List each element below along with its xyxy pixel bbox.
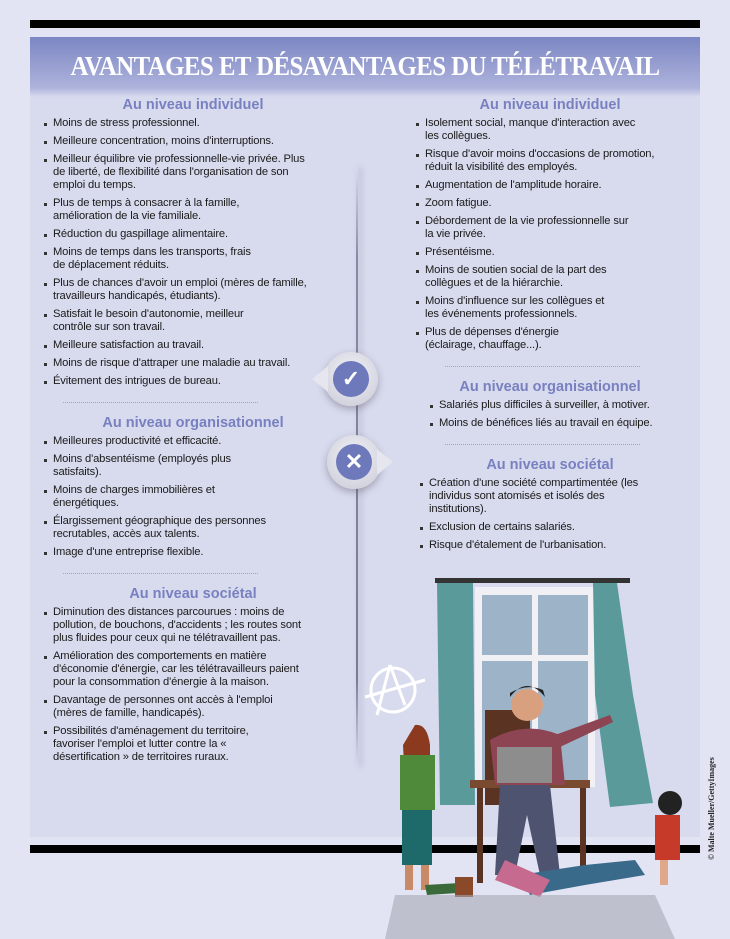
dotted-divider (445, 366, 640, 367)
telework-illustration (355, 575, 700, 939)
list-item: Moins de stress professionnel. (43, 117, 343, 130)
advantages-column (43, 95, 343, 769)
section-title: Au niveau organisationnel (102, 415, 284, 431)
header (30, 37, 700, 97)
photo-credit: © Malte Mueller/GettyImages (707, 757, 716, 860)
section-title: Au niveau sociétal (129, 586, 257, 602)
list-item: Meilleure concentration, moins d'interruptions. (43, 135, 343, 148)
advantages-badge (324, 352, 378, 406)
list-item: Création d'une société compartimentée (les individus sont atomisés et isolés des institutions). (419, 477, 644, 516)
list-item: Moins de risque d'attraper une maladie au travail. (43, 357, 343, 370)
cross-icon: ✕ (336, 444, 372, 480)
list-item: Possibilités d'aménagement du territoire, favoriser l'emploi et lutter contre la « désertification » de territoires ruraux. (43, 725, 288, 764)
list-item: Évitement des intrigues de bureau. (43, 375, 343, 388)
list-item: Élargissement géographique des personnes recrutables, accès aux talents. (43, 515, 313, 541)
list-item: Réduction du gaspillage alimentaire. (43, 228, 343, 241)
list-item: Augmentation de l'amplitude horaire. (415, 179, 685, 192)
section-title: Au niveau individuel (122, 97, 264, 113)
advantages-societal-list (43, 606, 343, 764)
disadvantages-organizational-list (415, 399, 685, 430)
disadvantages-column (415, 95, 685, 557)
list-item: Moins de temps dans les transports, frais de déplacement réduits. (43, 246, 263, 272)
section-title: Au niveau sociétal (486, 457, 614, 473)
list-item: Moins d'influence sur les collègues et les événements professionnels. (415, 295, 620, 321)
list-item: Amélioration des comportements en matière d'économie d'énergie, car les télétravailleurs paient pour la consommation d'énergie à la maison. (43, 650, 303, 689)
list-item: Risque d'étalement de l'urbanisation. (419, 539, 685, 552)
list-item: Plus de dépenses d'énergie (éclairage, chauffage...). (415, 326, 575, 352)
disadvantages-societal-list (415, 477, 685, 552)
advantages-individual-list (43, 117, 343, 388)
list-item: Exclusion de certains salariés. (419, 521, 685, 534)
list-item: Plus de chances d'avoir un emploi (mères de famille, travailleurs handicapés, étudiants). (43, 277, 318, 303)
list-item: Isolement social, manque d'interaction avec les collègues. (415, 117, 640, 143)
list-item: Plus de temps à consacrer à la famille, amélioration de la vie familiale. (43, 197, 268, 223)
list-item: Moins de charges immobilières et énergétiques. (43, 484, 233, 510)
list-item: Débordement de la vie professionnelle sur la vie privée. (415, 215, 635, 241)
list-item: Zoom fatigue. (415, 197, 685, 210)
page-title: AVANTAGES ET DÉSAVANTAGES DU TÉLÉTRAVAIL (70, 51, 660, 81)
list-item: Présentéisme. (415, 246, 685, 259)
disadvantages-badge (327, 435, 381, 489)
section-title: Au niveau individuel (479, 97, 621, 113)
list-item: Risque d'avoir moins d'occasions de promotion, réduit la visibilité des employés. (415, 148, 675, 174)
dotted-divider (445, 444, 640, 445)
list-item: Salariés plus difficiles à surveiller, à motiver. (429, 399, 685, 412)
list-item: Image d'une entreprise flexible. (43, 546, 343, 559)
section-title: Au niveau organisationnel (459, 379, 641, 395)
list-item: Meilleure satisfaction au travail. (43, 339, 343, 352)
disadvantages-individual-list (415, 117, 685, 352)
list-item: Moins de soutien social de la part des collègues et de la hiérarchie. (415, 264, 610, 290)
dotted-divider (63, 573, 258, 574)
advantages-organizational-list (43, 435, 343, 559)
top-rule (30, 20, 700, 28)
list-item: Davantage de personnes ont accès à l'emploi (mères de famille, handicapés). (43, 694, 283, 720)
list-item: Satisfait le besoin d'autonomie, meilleur contrôle sur son travail. (43, 308, 253, 334)
list-item: Moins d'absentéisme (employés plus satisfaits). (43, 453, 233, 479)
list-item: Meilleures productivité et efficacité. (43, 435, 343, 448)
list-item: Meilleur équilibre vie professionnelle-vie privée. Plus de liberté, de flexibilité dans l'organisation de son emploi du temps. (43, 153, 308, 192)
list-item: Diminution des distances parcourues : moins de pollution, de bouchons, d'accidents ; les routes sont plus fluides pour ceux qui ne télétravaillent pas. (43, 606, 303, 645)
list-item: Moins de bénéfices liés au travail en équipe. (429, 417, 685, 430)
check-icon: ✓ (333, 361, 369, 397)
dotted-divider (63, 402, 258, 403)
